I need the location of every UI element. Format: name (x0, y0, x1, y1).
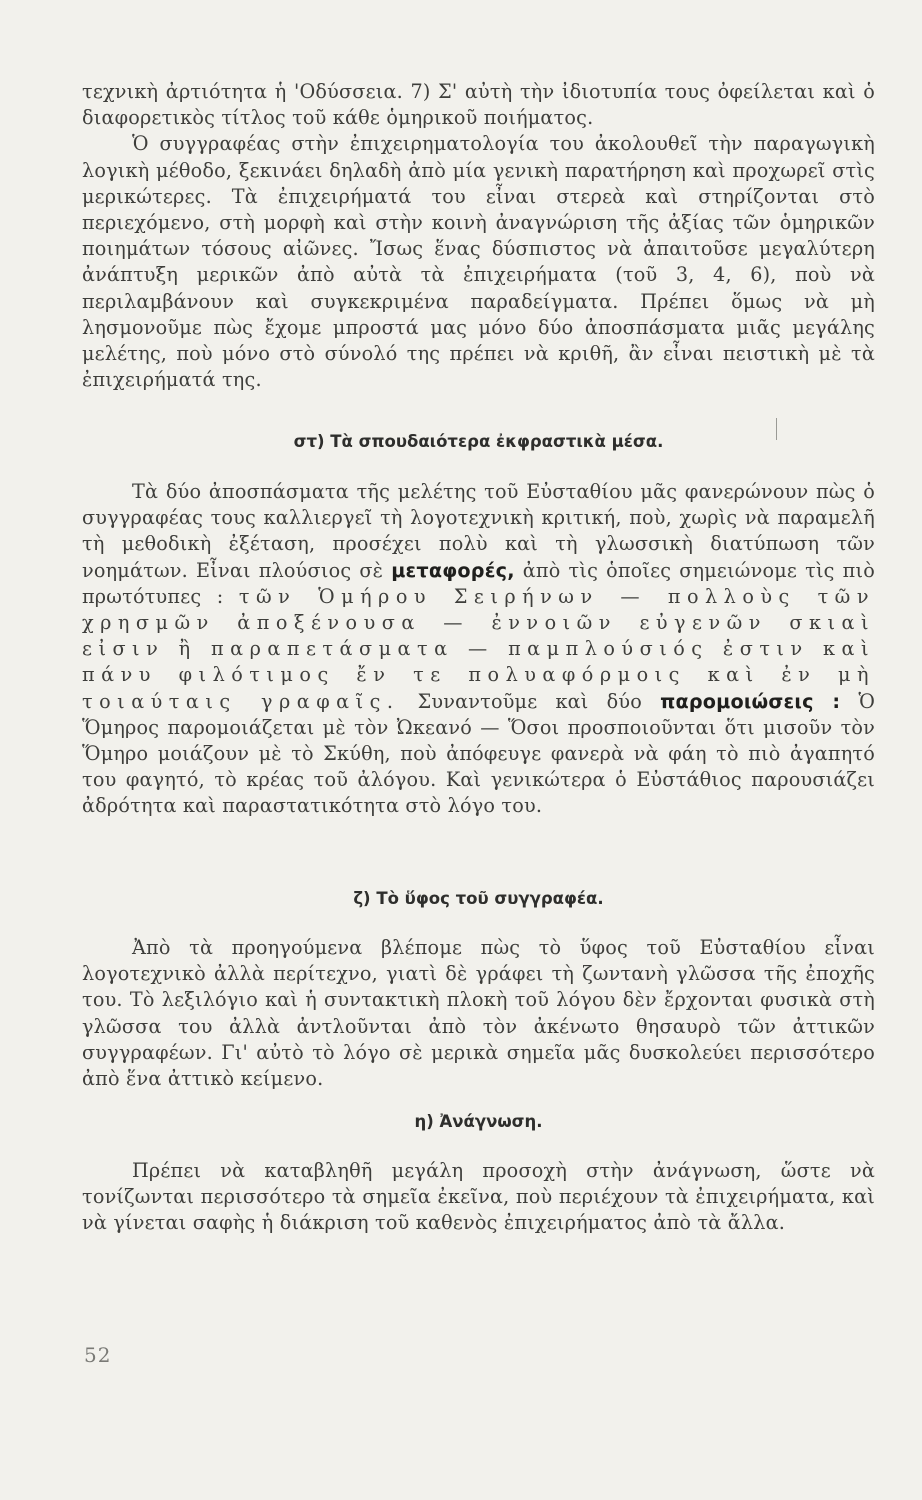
metaphors-intro-text: Τὰ δύο ἀποσπάσματα τῆς μελέτης τοῦ Εὐσταθίου μᾶς φανερώνουν πὼς ὁ συγγραφέας τους καλλιεργεῖ τὴ λογοτεχνικὴ κριτική, ποὺ, χωρὶς νὰ παραμελῆ τὴ μεθοδικὴ ἐξέταση, προσέχει πολὺ καὶ τὴ γλωσσικὴ διατύπωση τῶν νοημάτων. Εἶναι πλούσιος σὲ (82, 480, 875, 582)
heading-expressive-means: στ) Τὰ σπουδαιότερα ἐκφραστικὰ μέσα. (293, 432, 664, 451)
paragraph-reading: Πρέπει νὰ καταβληθῆ μεγάλη προσοχὴ στὴν ἀνάγνωση, ὥστε νὰ τονίζωνται περισσότερο τὰ σημεῖα ἐκεῖνα, ποὺ περιέχουν τὰ ἐπιχειρήματα, καὶ νὰ γίνεται σαφὴς ἡ διάκριση τοῦ καθενὸς ἐπιχειρήματος ἀπὸ τὰ ἄλλα. (82, 1159, 875, 1235)
text-section-style (82, 935, 875, 1092)
term-metaphors: μεταφορές, (391, 558, 515, 582)
text-section-arguments (82, 79, 875, 393)
paragraph-style: Ἀπὸ τὰ προηγούμενα βλέπομε πὼς τὸ ὕφος τοῦ Εὐσταθίου εἶναι λογοτεχνικὸ ἀλλὰ περίτεχνο, γιατὶ δὲ γράφει τὴ ζωντανὴ γλῶσσα τῆς ἐποχῆς του. Τὸ λεξιλόγιο καὶ ἡ συντακτικὴ πλοκὴ τοῦ λόγου δὲν ἔρχονται φυσικὰ στὴ γλῶσσα του ἀλλὰ ἀντλοῦνται ἀπὸ τὸν ἀκένωτο θησαυρὸ τῶν ἀττικῶν συγγραφέων. Γι' αὐτὸ τὸ λόγο σὲ μερικὰ σημεῖα μᾶς δυσκολεύει περισσότερο ἀπὸ ἕνα ἀττικὸ κείμενο. (82, 936, 875, 1091)
text-section-expressive-means (82, 479, 875, 820)
metaphor-quotations: τῶν Ὁμήρου Σειρήνων — πολλοὺς τῶν χρησμῶν ἀποξένουσα — ἐννοιῶν εὐγενῶν σκιαὶ εἰσιν ἢ παραπετάσματα — παμπλούσιός ἐστιν καὶ πάνυ φιλότιμος ἔν τε πολυαφόρμοις καὶ ἐν μὴ τοιαύταις γραφαῖς. (82, 584, 875, 713)
paragraph-argumentation-method: Ὁ συγγραφέας στὴν ἐπιχειρηματολογία του ἀκολουθεῖ τὴν παραγωγικὴ λογικὴ μέθοδο, ξεκινάει δηλαδὴ ἀπὸ μία γενικὴ παρατήρηση καὶ προχωρεῖ στὶς μερικώτερες. Τὰ ἐπιχειρήματά του εἶναι στερεὰ καὶ στηρίζονται στὸ περιεχόμενο, στὴ μορφὴ καὶ στὴν κοινὴ ἀναγνώριση τῆς ἀξίας τῶν ὁμηρικῶν ποιημάτων τόσους αἰῶνες. Ἴσως ἕνας δύσπιστος νὰ ἀπαιτοῦσε μεγαλύτερη ἀνάπτυξη μερικῶν ἀπὸ αὐτὰ τὰ ἐπιχειρήματα (τοῦ 3, 4, 6), ποὺ νὰ περιλαμβάνουν καὶ συγκεκριμένα παραδείγματα. Πρέπει ὅμως νὰ μὴ λησμονοῦμε πὼς ἔχομε μπροστά μας μόνο δύο ἀποσπάσματα μιᾶς μεγάλης μελέτης, ποὺ μόνο στὸ σύνολό της πρέπει νὰ κριθῆ, ἂν εἶναι πειστικὴ μὲ τὰ ἐπιχειρήματά της. (82, 132, 875, 392)
paragraph-metaphors-similes (82, 479, 875, 820)
metaphors-lead-text: ἀπὸ τὶς ὁποῖες σημειώνομε τὶς πιὸ πρωτότυπες : (82, 558, 875, 608)
heading-author-style: ζ) Τὸ ὕφος τοῦ συγγραφέα. (353, 889, 604, 908)
similes-text: Ὁ Ὅμηρος παρομοιάζεται μὲ τὸν Ὠκεανό — Ὅσοι προσποιοῦνται ὅτι μισοῦν τὸν Ὅμηρο μοιάζουν μὲ τὸ Σκύθη, ποὺ ἀπόφευγε φανερὰ νὰ φάη τὸ πιὸ ἀγαπητό του φαγητό, τὸ κρέας τοῦ ἀλόγου. Καὶ γενικώτερα ὁ Εὐστάθιος παρουσιάζει ἀδρότητα καὶ παραστατικότητα στὸ λόγο του. (82, 689, 876, 818)
text-section-reading (82, 1158, 875, 1237)
heading-reading: η) Ἀνάγνωση. (414, 1112, 543, 1131)
paragraph-odyssey-title: τεχνικὴ ἀρτιότητα ἡ 'Οδύσσεια. 7) Σ' αὐτὴ τὴν ἰδιοτυπία τους ὀφείλεται καὶ ὁ διαφορετικὸς τίτλος τοῦ κάθε ὁμηρικοῦ ποιήματος. (82, 80, 875, 130)
page-number: 52 (84, 1343, 112, 1367)
similes-intro-text: Συναντοῦμε καὶ δύο (417, 689, 642, 713)
term-similes: παρομοιώσεις : (660, 689, 841, 713)
